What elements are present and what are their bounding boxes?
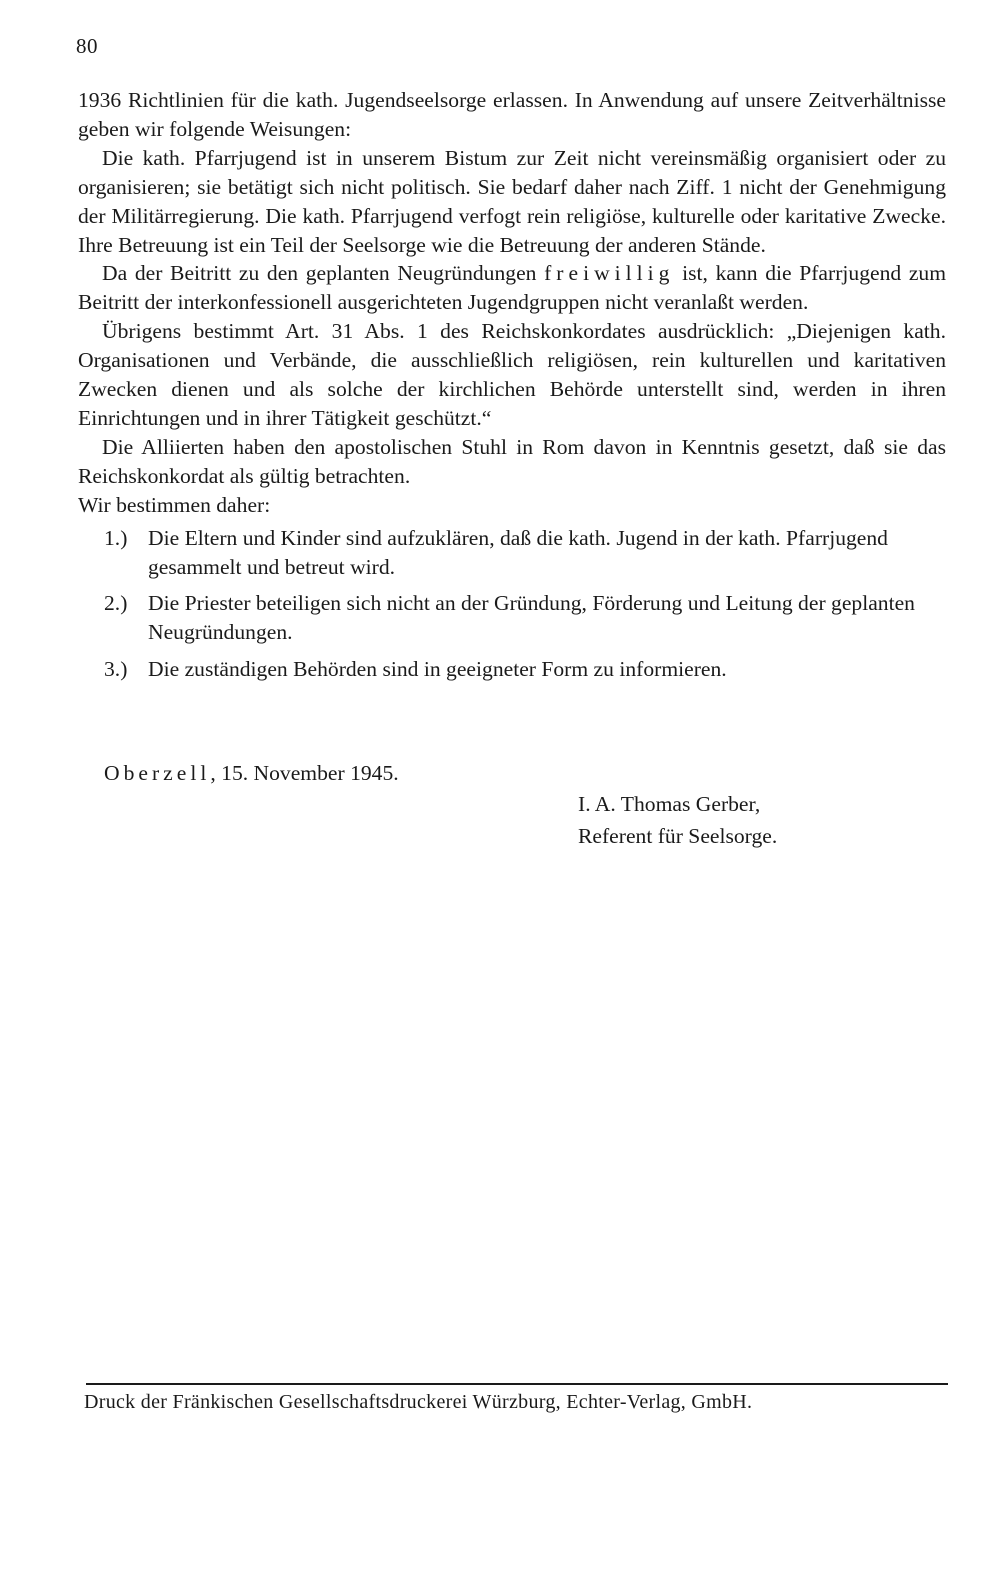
place: Oberzell	[104, 761, 211, 785]
list-item-number: 3.)	[104, 657, 128, 682]
paragraph-beitritt	[78, 259, 946, 317]
paragraph-pfarrjugend: Die kath. Pfarrjugend ist in unserem Bistum zur Zeit nicht vereinsmäßig organisiert oder zu organisieren; sie betätigt sich nicht politisch. Sie bedarf daher nach Ziff. 1 nicht der Genehmigung der Militärregierung. Die kath. Pfarrjugend verfogt rein religiöse, kulturelle oder karitative Zwecke. Ihre Betreuung ist ein Teil der Seelsorge wie die Betreuung der anderen Stände.	[78, 145, 946, 257]
footer-divider	[86, 1383, 948, 1385]
paragraph-intro: 1936 Richtlinien für die kath. Jugendseelsorge erlassen. In Anwendung auf unsere Zeitverhältnisse geben wir folgende Weisungen:	[78, 88, 946, 141]
emphasis-freiwillig: freiwillig	[544, 261, 675, 286]
signer-role: Referent für Seelsorge.	[578, 824, 778, 848]
signature-block	[578, 788, 777, 852]
list-item-text: Die zuständigen Behörden sind in geeigneter Form zu informieren.	[148, 657, 727, 682]
list-item	[104, 589, 946, 647]
list-item	[104, 524, 946, 582]
list-item-number: 1.)	[104, 525, 128, 550]
list-item-number: 2.)	[104, 591, 128, 616]
place-date	[104, 761, 399, 786]
list-item-text: Die Eltern und Kinder sind aufzuklären, daß die kath. Jugend in der kath. Pfarrjugend gesammelt und betreut wird.	[148, 525, 888, 579]
paragraph-beitritt-before: Da der Beitritt zu den geplanten Neugründungen	[102, 261, 545, 286]
list-item-text: Die Priester beteiligen sich nicht an der Gründung, Förderung und Leitung der geplanten Neugründungen.	[148, 591, 915, 645]
paragraph-reichskonkordat: Übrigens bestimmt Art. 31 Abs. 1 des Reichskonkordates ausdrücklich: „Diejenigen kath. Organisationen und Verbände, die ausschließlich religiösen, rein kulturellen und karitativen Zwecken dienen und als solche der kirchlichen Behörde unterstellt sind, werden in ihren Einrichtungen und in ihrer Tätigkeit geschützt.“	[78, 319, 946, 430]
page-number: 80	[76, 34, 98, 58]
printer-imprint: Druck der Fränkischen Gesellschaftsdruckerei Würzburg, Echter-Verlag, GmbH.	[84, 1391, 753, 1413]
date: , 15. November 1945.	[210, 761, 399, 785]
list-item	[104, 655, 946, 684]
paragraph-beitritt-after: ist, kann die Pfarrjugend zum Beitritt der interkonfessionell ausgerichteten Jugendgruppen nicht veranlaßt werden.	[78, 261, 946, 315]
body-text	[78, 86, 946, 692]
paragraph-bestimmen: Wir bestimmen daher:	[78, 492, 271, 517]
paragraph-alliierte: Die Alliierten haben den apostolischen Stuhl in Rom davon in Kenntnis gesetzt, daß sie das Reichskonkordat als gültig betrachten.	[78, 434, 946, 488]
signer-name: I. A. Thomas Gerber,	[578, 792, 761, 816]
